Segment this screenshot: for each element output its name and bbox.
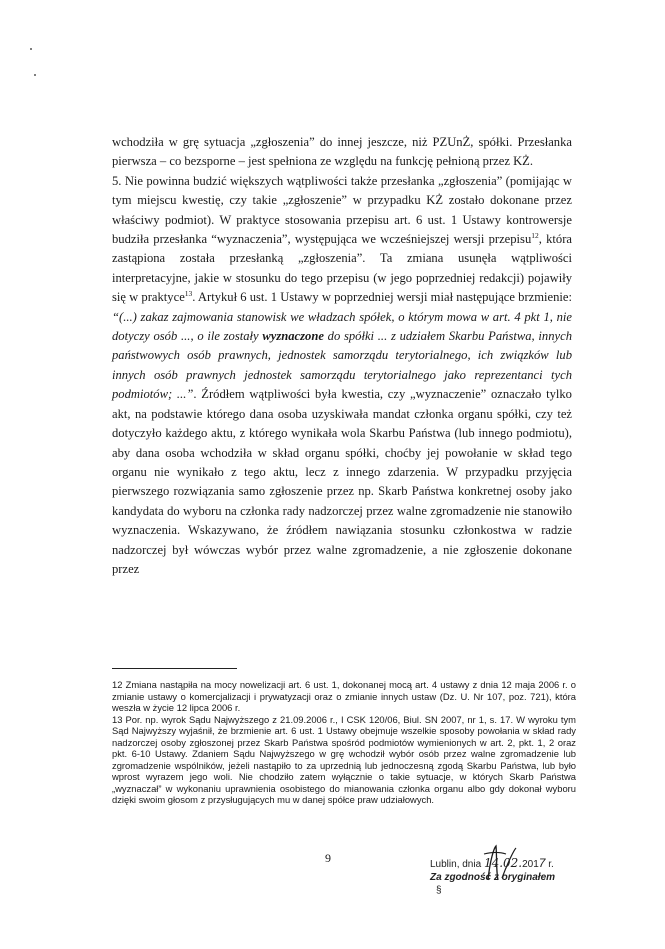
- stamp-city-date-label: Lublin, dnia: [430, 859, 482, 870]
- scan-speck: [30, 48, 32, 50]
- certification-stamp: [430, 857, 555, 897]
- footnote-12: 12 Zmiana nastąpiła na mocy nowelizacji art. 6 ust. 1, dokonanej mocą art. 4 ustawy z dnia 12 maja 2006 r. o zmianie ustawy o komercjalizacji i prywatyzacji oraz o zmianie innych ustaw (Dz. U. Nr 107, poz. 721), która weszła w życie 12 lipca 2006 r.: [112, 679, 576, 713]
- paragraph-5-text-b: , która zastąpiona została przesłanką „zgłoszenia”. Ta zmiana usunęła wątpliwości interpretacyjne, jakie w stosunku do tego przepisu (w jego poprzedniej redakcji) pojawiły się w praktyce: [112, 232, 572, 305]
- footnote-13: 13 Por. np. wyrok Sądu Najwyższego z 21.09.2006 r., I CSK 120/06, Biul. SN 2007, nr 1, s. 17. W wyroku tym Sąd Najwyższy wyjaśnił, że brzmienie art. 6 ust. 1 Ustawy obejmuje wszelkie sposoby powołania w skład rady nadzorczej osoby zgłoszonej przez Skarb Państwa spośród podmiotów wymienionych w art. 2, pkt. 1, 2 oraz pkt. 6-10 Ustawy. Zdaniem Sądu Najwyższego w grę wchodził wybór osób przez walne zgromadzenie lub zgromadzenie wspólników, jeżeli nastąpiło to za uprzednią lub jednoczesną zgodą Skarbu Państwa, lub było wprost wyrazem jego woli. Nie chodziło zatem wyłącznie o takie sytuacje, w których Skarb Państwa „wyznaczał” w wykonaniu uprawnienia osobistego do mianowania członka organu albo gdy dokonał wyboru dzięki swoim głosom z przysługujących mu w danej spółce praw udziałowych.: [112, 713, 576, 805]
- scan-speck: [34, 74, 36, 76]
- stamp-suffix: r.: [548, 859, 554, 870]
- stamp-mark: §: [436, 885, 442, 896]
- quote-text-b: do spółki ... z udziałem Skarbu Państwa, innych państwowych osób prawnych, jednostek samorządu terytorialnego, ich związków lub innych osób prawnych jednostek samorządu terytorialnego jako reprezentanci tych podmiotów; ...”: [112, 329, 572, 402]
- stamp-certification-text: Za zgodność z oryginałem: [430, 872, 556, 883]
- footnote-ref-12[interactable]: 12: [531, 230, 539, 240]
- stamp-handwritten-date: 14.02.: [483, 856, 523, 870]
- paragraph-5-text-a: 5. Nie powinna budzić większych wątpliwości także przesłanka „zgłoszenia” (pomijając w tym miejscu kwestię, czy takie „zgłoszenie” w przypadku KŻ zostało dokonane przez właściwy podmiot). W praktyce stosowania przepisu art. 6 ust. 1 Ustawy kontrowersje budziła przesłanka “wyznaczenia”, występująca we wcześniejszej wersji przepisu: [112, 173, 572, 247]
- stamp-year: 201: [522, 859, 539, 870]
- quote-emphasis: wyznaczone: [262, 329, 324, 344]
- paragraph-5-text-c: . Artykuł 6 ust. 1 Ustawy w poprzedniej wersji miał następujące brzmienie:: [192, 290, 572, 305]
- quote-text-a: “(...) zakaz zajmowania stanowisk we władzach spółek, o którym mowa w art. 4 pkt 1, nie dotyczy osób ..., o ile zostały: [112, 309, 572, 344]
- footnote-ref-13[interactable]: 13: [184, 289, 193, 299]
- stamp-handwritten-year: 7: [538, 856, 546, 870]
- paragraph-1: [112, 133, 572, 172]
- paragraph-1-text: wchodziła w grę sytuacja „zgłoszenia” do innej jeszcze, niż PZUnŻ, spółki. Przesłanka pierwsza – co bezsporne – jest spełniona ze względu na funkcję pełnioną przez KŻ.: [112, 135, 572, 169]
- main-text: [112, 133, 572, 579]
- paragraph-5-text-d: . Źródłem wątpliwości była kwestia, czy „wyznaczenie” oznaczało tylko akt, na podstawie którego dana osoba uzyskiwała mandat członka organu spółki, czy też dotyczyło każdego aktu, z którego wynikała wola Skarbu Państwa (lub innego podmiotu), aby dana osoba wchodziła w skład organu spółki, choćby jej powołanie w skład tego organu nie wynikało z tego aktu, lecz z innego zdarzenia. W przypadku przyjęcia pierwszego rozwiązania samo zgłoszenie przez np. Skarb Państwa konkretnej osoby jako kandydata do wyboru na członka rady nadzorczej przez walne zgromadzenie nie stanowiło wyznaczenia. Wskazywano, że źródłem nawiązania stosunku członkostwa w radzie nadzorczej był wówczas wybór przez walne zgromadzenie, a nie zgłoszenie dokonane przez: [112, 387, 572, 576]
- footnote-separator: [112, 668, 237, 669]
- paragraph-5: [112, 172, 572, 580]
- footnotes: [112, 679, 576, 806]
- page-number: 9: [325, 851, 331, 865]
- stamp-date-line: [430, 857, 555, 871]
